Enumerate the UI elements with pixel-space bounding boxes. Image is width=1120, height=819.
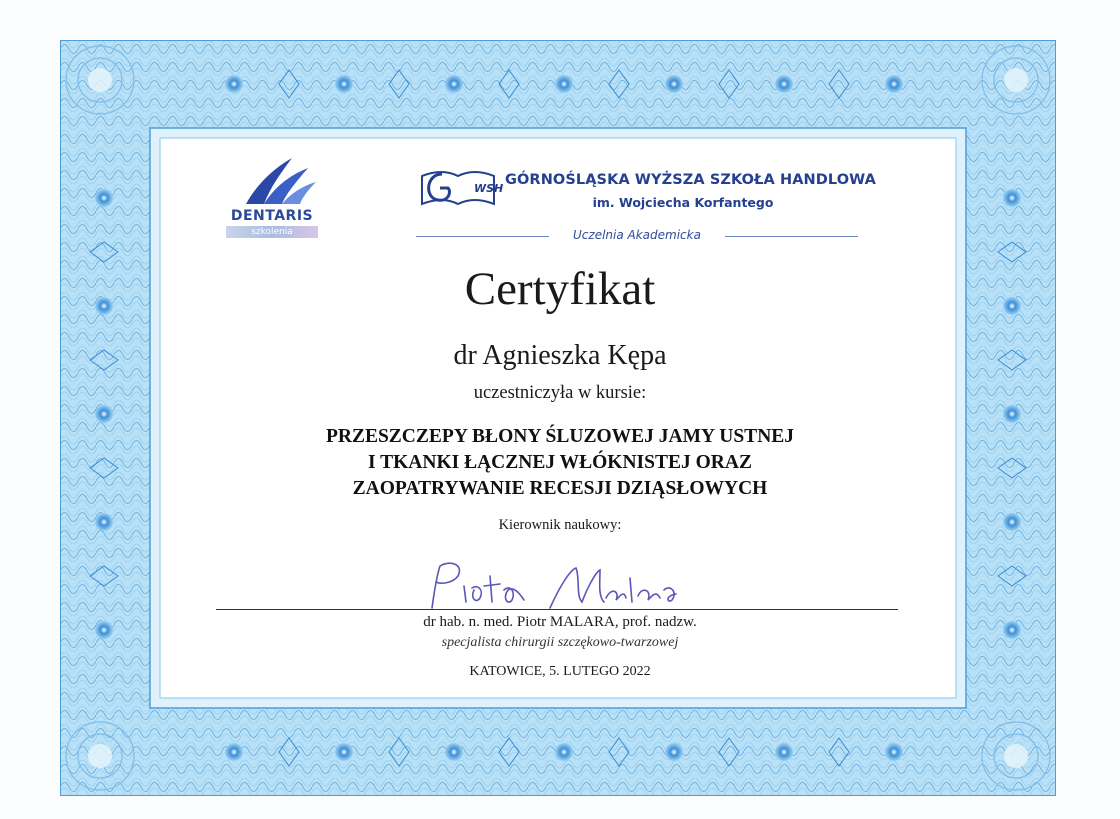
participation-text: uczestniczyła w kursie:	[473, 383, 647, 403]
dentaris-wordmark: DENTARIS	[230, 208, 314, 224]
course-title	[0, 424, 1120, 502]
course-line-3: ZAOPATRYWANIE RECESJI DZIĄSŁOWYCH	[352, 478, 768, 499]
dentaris-swoosh-icon	[216, 156, 328, 208]
supervisor-label: Kierownik naukowy:	[498, 517, 622, 533]
certificate-title: Certyfikat	[464, 263, 656, 315]
handwritten-signature	[420, 556, 690, 616]
signatory-name: dr hab. n. med. Piotr MALARA, prof. nadzw.	[423, 614, 697, 630]
gwsh-mark: WSH	[474, 182, 504, 195]
course-line-2: I TKANKI ŁĄCZNEJ WŁÓKNISTEJ ORAZ	[368, 452, 752, 473]
school-patron: im. Wojciecha Korfantego	[592, 195, 774, 210]
certificate-border	[60, 40, 1056, 796]
guilloche-frame	[60, 40, 1056, 796]
school-status: Uczelnia Akademicka	[549, 228, 725, 242]
course-line-1: PRZESZCZEPY BŁONY ŚLUZOWEJ JAMY USTNEJ	[325, 426, 795, 447]
dentaris-tagline: szkolenia	[226, 226, 318, 238]
school-name: GÓRNOŚLĄSKA WYŻSZA SZKOŁA HANDLOWA	[505, 172, 876, 188]
signature-line	[216, 609, 898, 610]
place-date: KATOWICE, 5. LUTEGO 2022	[469, 664, 651, 679]
recipient-name: dr Agnieszka Kępa	[453, 340, 667, 371]
dentaris-logo	[216, 156, 328, 242]
signatory-specialty: specjalista chirurgii szczękowo-twarzowej	[441, 635, 679, 650]
